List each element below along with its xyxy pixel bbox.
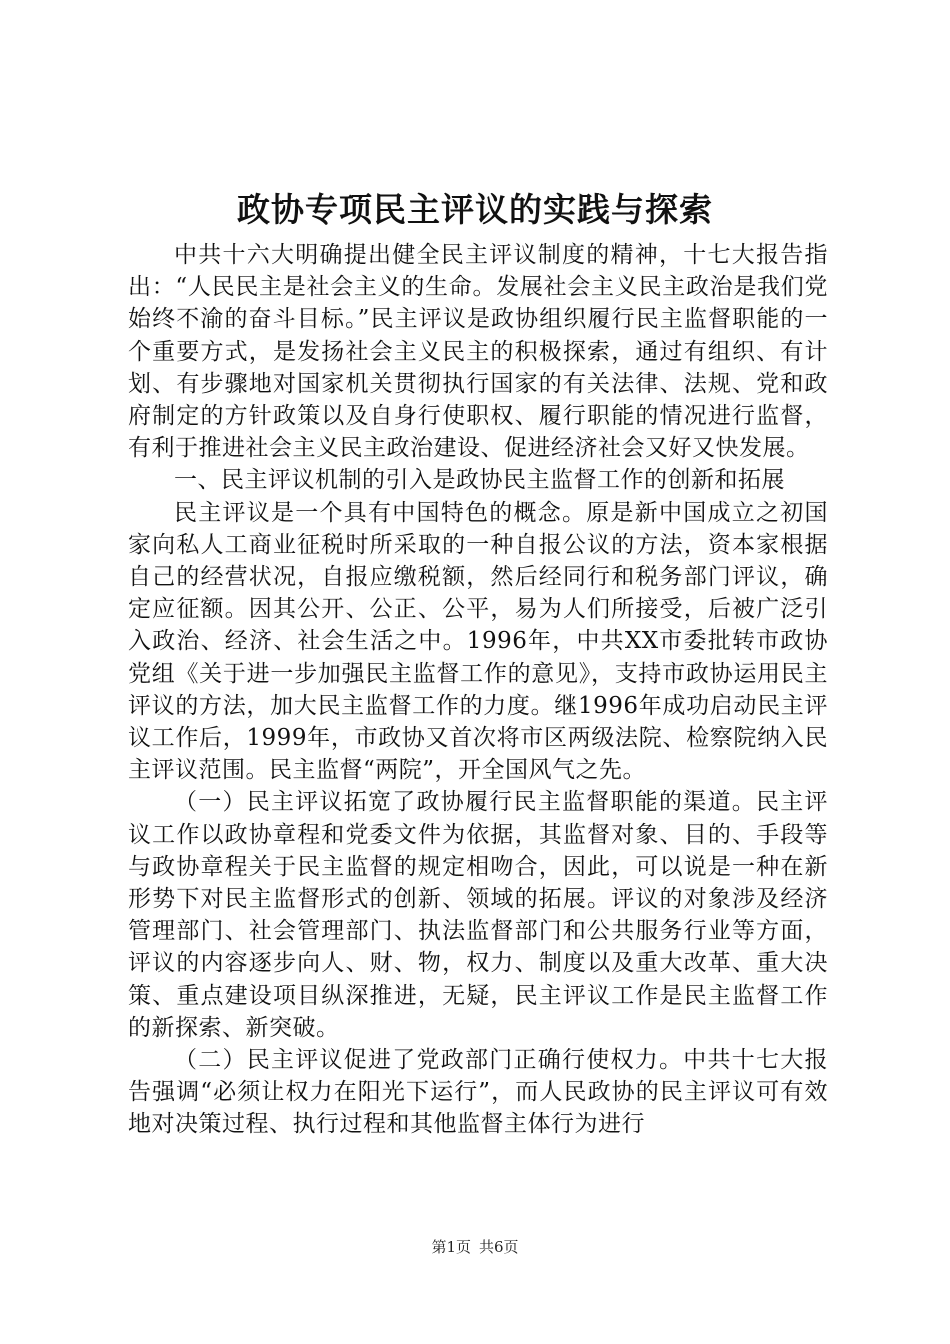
page-footer bbox=[0, 1237, 950, 1257]
paragraph-definition: 民主评议是一个具有中国特色的概念。原是新中国成立之初国家向私人工商业征税时所采取的一种自报公议的方法，资本家根据自己的经营状况，自报应缴税额，然后经同行和税务部门评议，确定应征额。因其公开、公正、公平，易为人们所接受，后被广泛引入政治、经济、社会生活之中。1996年，中共XX市委批转市政协党组《关于进一步加强民主监督工作的意见》，支持市政协运用民主评议的方法，加大民主监督工作的力度。继1996年成功启动民主评议工作后，1999年，市政协又首次将市区两级法院、检察院纳入民主评议范围。民主监督“两院”，开全国风气之先。 bbox=[128, 499, 828, 784]
paragraph-subsection-2: （二）民主评议促进了党政部门正确行使权力。中共十七大报告强调“必须让权力在阳光下运行”，而人民政协的民主评议可有效地对决策过程、执行过程和其他监督主体行为进行 bbox=[128, 1047, 828, 1138]
page-number-total: 共6页 bbox=[479, 1238, 519, 1256]
paragraph-subsection-1: （一）民主评议拓宽了政协履行民主监督职能的渠道。民主评议工作以政协章程和党委文件为依据，其监督对象、目的、手段等与政协章程关于民主监督的规定相吻合，因此，可以说是一种在新形势下对民主监督形式的创新、领域的拓展。评议的对象涉及经济管理部门、社会管理部门、执法监督部门和公共服务行业等方面，评议的内容逐步向人、财、物，权力、制度以及重大改革、重大决策、重点建设项目纵深推进，无疑，民主评议工作是民主监督工作的新探索、新突破。 bbox=[128, 789, 828, 1041]
paragraph-intro: 中共十六大明确提出健全民主评议制度的精神，十七大报告指出：“人民民主是社会主义的生命。发展社会主义民主政治是我们党始终不渝的奋斗目标。”民主评议是政协组织履行民主监督职能的一个重要方式，是发扬社会主义民主的积极探索，通过有组织、有计划、有步骤地对国家机关贯彻执行国家的有关法律、法规、党和政府制定的方针政策以及自身行使职权、履行职能的情况进行监督，有利于推进社会主义民主政治建设、促进经济社会又好又快发展。 bbox=[128, 242, 828, 462]
section-heading-1: 一、民主评议机制的引入是政协民主监督工作的创新和拓展 bbox=[174, 467, 785, 494]
page-number-current: 第1页 bbox=[431, 1238, 471, 1256]
document-body bbox=[128, 239, 828, 1141]
document-title: 政协专项民主评议的实践与探索 bbox=[237, 190, 713, 229]
